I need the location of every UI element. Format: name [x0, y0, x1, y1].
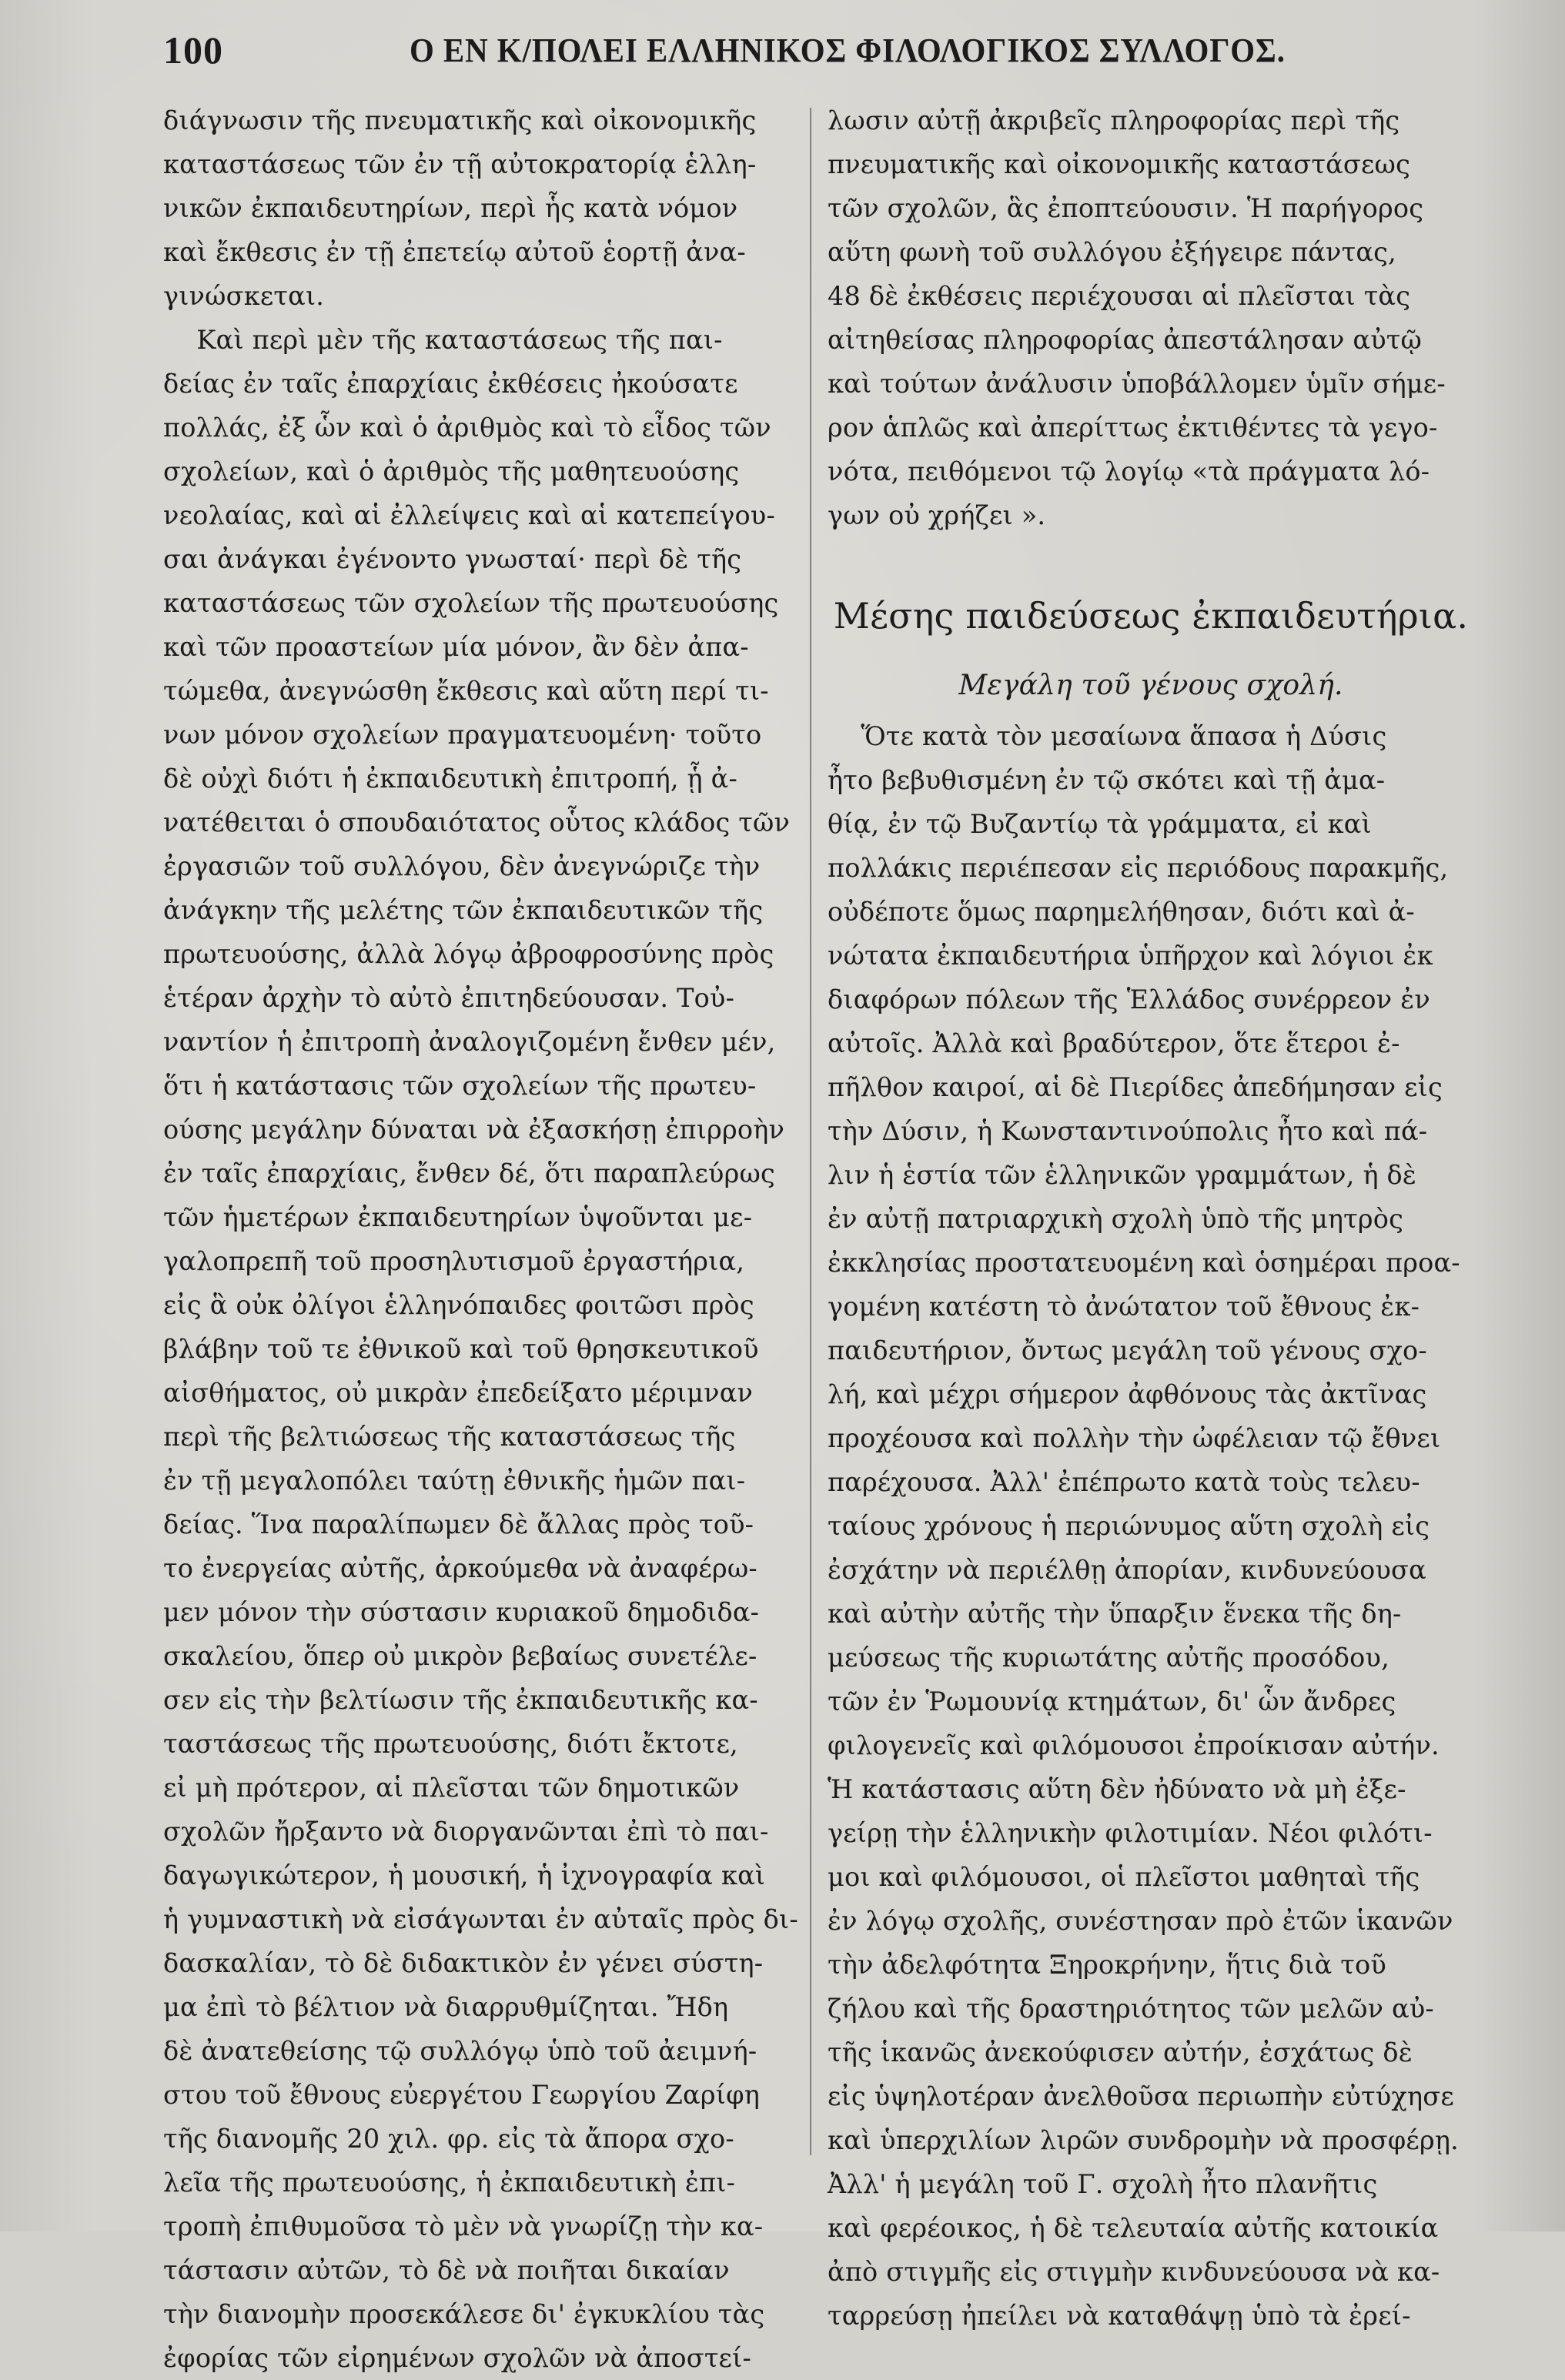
text-line: φιλογενεῖς καὶ φιλόμουσοι ἐπροίκισαν αὐτήν.: [828, 1730, 1440, 1760]
text-line: ἐκκλησίας προστατευομένη καὶ ὁσημέραι προα-: [828, 1248, 1460, 1278]
text-line: γων οὐ χρήζει ».: [828, 500, 1046, 530]
text-line: διαφόρων πόλεων τῆς Ἑλλάδος συνέρρεον ἐν: [828, 984, 1430, 1015]
text-line: καταστάσεως τῶν σχολείων τῆς πρωτευούσης: [163, 588, 779, 618]
page-number: 100: [163, 28, 223, 72]
text-line: ταίους χρόνους ἡ περιώνυμος αὕτη σχολὴ εἰς: [828, 1511, 1430, 1541]
text-line: σχολῶν ἤρξαντο νὰ διοργανῶνται ἐπὶ τὸ παι-: [163, 1817, 769, 1847]
text-line: τὴν ἀδελφότητα Ξηροκρήνην, ἥτις διὰ τοῦ: [828, 1950, 1386, 1980]
text-line: καὶ τούτων ἀνάλυσιν ὑποβάλλομεν ὑμῖν σήμε-: [828, 369, 1446, 399]
text-line: τῶν ἡμετέρων ἐκπαιδευτηρίων ὑψοῦνται με-: [163, 1202, 753, 1232]
text-line: δαγωγικώτερον, ἡ μουσική, ἡ ἰχνογραφία καὶ: [163, 1860, 766, 1890]
text-line: λή, καὶ μέχρι σήμερον ἀφθόνους τὰς ἀκτῖνας: [828, 1379, 1427, 1409]
right-column: [828, 99, 1474, 2338]
text-line: ἐσχάτην νὰ περιέλθῃ ἀπορίαν, κινδυνεύουσα: [828, 1555, 1426, 1585]
text-line: ζήλου καὶ τῆς δραστηριότητος τῶν μελῶν αὐ-: [828, 1994, 1434, 2024]
text-line: ἐν τῇ μεγαλοπόλει ταύτῃ ἐθνικῆς ἡμῶν παι-: [163, 1466, 746, 1496]
text-line: νότα, πειθόμενοι τῷ λογίῳ «τὰ πράγματα λό-: [828, 456, 1430, 486]
text-line: εἰς ἃ οὐκ ὀλίγοι ἑλληνόπαιδες φοιτῶσι πρὸς: [163, 1290, 754, 1320]
text-line: προχέουσα καὶ πολλὴν τὴν ὠφέλειαν τῷ ἔθνει: [828, 1423, 1441, 1453]
text-line: ὅτι ἡ κατάστασις τῶν σχολείων τῆς πρωτευ-: [163, 1071, 757, 1101]
text-line: ταστάσεως τῆς πρωτευούσης, διότι ἔκτοτε,: [163, 1729, 738, 1759]
text-line: ἑτέραν ἀρχὴν τὸ αὐτὸ ἐπιτηδεύουσαν. Τοὐ-: [163, 983, 735, 1013]
text-line: δείας. Ἵνα παραλίπωμεν δὲ ἄλλας πρὸς τοῦ-: [163, 1509, 754, 1539]
column-divider: [810, 108, 811, 2155]
text-line: Καὶ περὶ μὲν τῆς καταστάσεως τῆς παι-: [163, 325, 723, 355]
running-title: Ο ΕΝ Κ/ΠΟΛΕΙ ΕΛΛΗΝΙΚΟΣ ΦΙΛΟΛΟΓΙΚΟΣ ΣΥΛΛΟΓΟΣ.: [410, 32, 1286, 69]
text-line: πολλάς, ἐξ ὧν καὶ ὁ ἀριθμὸς καὶ τὸ εἶδος τῶν: [163, 413, 771, 443]
text-line: ρον ἁπλῶς καὶ ἀπερίττως ἐκτιθέντες τὰ γεγο-: [828, 413, 1438, 443]
text-line: τώμεθα, ἀνεγνώσθη ἔκθεσις καὶ αὕτη περί τι-: [163, 676, 769, 706]
text-line: αἰσθήματος, οὐ μικρὰν ἐπεδείξατο μέριμναν: [163, 1378, 754, 1408]
text-line: ἐν αὐτῇ πατριαρχικὴ σχολὴ ὑπὸ τῆς μητρὸς: [828, 1204, 1404, 1234]
text-line: εἰ μὴ πρότερον, αἱ πλεῖσται τῶν δημοτικῶν: [163, 1773, 740, 1803]
right-column-body: [828, 714, 1474, 2338]
text-line: πολλάκις περιέπεσαν εἰς περιόδους παρακμῆς,: [828, 853, 1449, 883]
text-line: μεν μόνον τὴν σύστασιν κυριακοῦ δημοδιδα-: [163, 1597, 760, 1627]
text-line: τῶν σχολῶν, ἃς ἐποπτεύουσιν. Ἡ παρήγορος: [828, 193, 1424, 223]
text-line: δείας ἐν ταῖς ἐπαρχίαις ἐκθέσεις ἠκούσατε: [163, 369, 738, 399]
text-line: 48 δὲ ἐκθέσεις περιέχουσαι αἱ πλεῖσται τὰς: [828, 281, 1411, 311]
text-line: ἀπὸ στιγμῆς εἰς στιγμὴν κινδυνεύουσα νὰ κα-: [828, 2257, 1440, 2287]
text-line: παρέχουσα. Ἀλλ' ἐπέπρωτο κατὰ τοὺς τελευ-: [828, 1467, 1420, 1497]
right-column-intro: [828, 99, 1474, 537]
text-line: νων μόνον σχολείων πραγματευομένη· τοῦτο: [163, 720, 762, 750]
text-line: νεολαίας, καὶ αἱ ἐλλείψεις καὶ αἱ κατεπείγου-: [163, 500, 775, 530]
section-heading: Μέσης παιδεύσεως ἐκπαιδευτήρια.: [833, 595, 1469, 637]
text-line: σαι ἀνάγκαι ἐγένοντο γνωσταί· περὶ δὲ τῆς: [163, 544, 742, 574]
text-line: λιν ἡ ἑστία τῶν ἑλληνικῶν γραμμάτων, ἡ δὲ: [828, 1160, 1417, 1190]
text-line: αὕτη φωνὴ τοῦ συλλόγου ἐξήγειρε πάντας,: [828, 237, 1396, 267]
text-line: δασκαλίαν, τὸ δὲ διδακτικὸν ἐν γένει σύστη-: [163, 1948, 764, 1978]
text-line: καὶ ὑπερχιλίων λιρῶν συνδρομὴν νὰ προσφέρῃ.: [828, 2125, 1459, 2155]
text-line: σκαλείου, ὅπερ οὐ μικρὸν βεβαίως συνετέλε-: [163, 1641, 757, 1671]
text-line: αἰτηθείσας πληροφορίας ἀπεστάλησαν αὐτῷ: [828, 325, 1423, 355]
text-line: οὐδέποτε ὅμως παρημελήθησαν, διότι καὶ ἀ-: [828, 897, 1415, 927]
text-line: βλάβην τοῦ τε ἐθνικοῦ καὶ τοῦ θρησκευτικοῦ: [163, 1334, 759, 1364]
text-line: ἐφορίας τῶν εἰρημένων σχολῶν νὰ ἀποστεί-: [163, 2343, 751, 2373]
text-line: μεύσεως τῆς κυριωτάτης αὐτῆς προσόδου,: [828, 1643, 1389, 1673]
text-line: γαλοπρεπῆ τοῦ προσηλυτισμοῦ ἐργαστήρια,: [163, 1246, 745, 1276]
text-line: αὐτοῖς. Ἀλλὰ καὶ βραδύτερον, ὅτε ἕτεροι ἐ-: [828, 1028, 1400, 1058]
text-line: νατέθειται ὁ σπουδαιότατος οὗτος κλάδος τῶν: [163, 807, 791, 837]
text-line: σχολείων, καὶ ὁ ἀριθμὸς τῆς μαθητευούσης: [163, 456, 740, 486]
section-subheading: Μεγάλη τοῦ γένους σχολή.: [958, 670, 1343, 701]
text-line: μοι καὶ φιλόμουσοι, οἱ πλεῖστοι μαθηταὶ τῆς: [828, 1862, 1420, 1892]
text-line: ναντίον ἡ ἐπιτροπὴ ἀναλογιζομένη ἔνθεν μέν,: [163, 1027, 776, 1057]
text-line: Ὅτε κατὰ τὸν μεσαίωνα ἅπασα ἡ Δύσις: [828, 721, 1387, 751]
text-line: θίᾳ, ἐν τῷ Βυζαντίῳ τὰ γράμματα, εἰ καὶ: [828, 809, 1372, 839]
text-line: ἐν ταῖς ἐπαρχίαις, ἔνθεν δέ, ὅτι παραπλεύρως: [163, 1158, 775, 1188]
text-line: σεν εἰς τὴν βελτίωσιν τῆς ἐκπαιδευτικῆς κα-: [163, 1685, 758, 1715]
text-line: καὶ φερέοικος, ἡ δὲ τελευταία αὐτῆς κατοικία: [828, 2213, 1439, 2243]
text-line: ἀνάγκην τῆς μελέτης τῶν ἐκπαιδευτικῶν τῆς: [163, 895, 764, 925]
text-line: ταρρεύσῃ ἠπείλει νὰ καταθάψῃ ὑπὸ τὰ ἐρεί-: [828, 2301, 1411, 2331]
text-line: εἰς ὑψηλοτέραν ἀνελθοῦσα περιωπὴν εὐτύχησε: [828, 2081, 1454, 2111]
text-line: Ἡ κατάστασις αὕτη δὲν ἠδύνατο νὰ μὴ ἐξε-: [828, 1774, 1406, 1804]
text-line: ούσης μεγάλην δύναται νὰ ἐξασκήσῃ ἐπιρροὴν: [163, 1115, 785, 1145]
text-line: το ἐνεργείας αὐτῆς, ἀρκούμεθα νὰ ἀναφέρω-: [163, 1553, 757, 1583]
text-line: τὴν Δύσιν, ἡ Κωνσταντινούπολις ἦτο καὶ πά-: [828, 1116, 1428, 1146]
text-line: γείρῃ τὴν ἑλληνικὴν φιλοτιμίαν. Νέοι φιλότι-: [828, 1818, 1433, 1848]
text-line: νικῶν ἐκπαιδευτηρίων, περὶ ἧς κατὰ νόμον: [163, 193, 738, 223]
text-line: Ἀλλ' ἡ μεγάλη τοῦ Γ. σχολὴ ἦτο πλανῆτις: [828, 2169, 1378, 2199]
text-line: στου τοῦ ἔθνους εὐεργέτου Γεωργίου Ζαρίφη: [163, 2080, 761, 2110]
text-line: πνευματικῆς καὶ οἰκονομικῆς καταστάσεως: [828, 149, 1411, 179]
text-line: λεῖα τῆς πρωτευούσης, ἡ ἐκπαιδευτικὴ ἐπι-: [163, 2168, 736, 2198]
text-line: τῆς ἱκανῶς ἀνεκούφισεν αὐτήν, ἐσχάτως δὲ: [828, 2037, 1413, 2067]
text-line: παιδευτήριον, ὄντως μεγάλη τοῦ γένους σχο-: [828, 1335, 1427, 1365]
text-line: ἦτο βεβυθισμένη ἐν τῷ σκότει καὶ τῇ ἀμα-: [828, 765, 1386, 795]
text-line: καὶ τῶν προαστείων μία μόνον, ἂν δὲν ἀπα-: [163, 632, 749, 662]
text-line: πῆλθον καιροί, αἱ δὲ Πιερίδες ἀπεδήμησαν εἰς: [828, 1072, 1443, 1102]
text-line: γινώσκεται.: [163, 281, 325, 311]
text-line: δὲ οὐχὶ διότι ἡ ἐκπαιδευτικὴ ἐπιτροπή, ᾗ ἀ-: [163, 764, 737, 794]
text-line: τῆς διανομῆς 20 χιλ. φρ. εἰς τὰ ἄπορα σχο-: [163, 2124, 734, 2154]
text-line: γομένη κατέστη τὸ ἀνώτατον τοῦ ἔθνους ἐκ-: [828, 1292, 1420, 1322]
page-header: [163, 23, 1472, 77]
text-line: τὴν διανομὴν προσεκάλεσε δι' ἐγκυκλίου τὰς: [163, 2299, 765, 2329]
text-line: τῶν ἐν Ῥωμουνίᾳ κτημάτων, δι' ὧν ἄνδρες: [828, 1686, 1396, 1716]
text-line: τροπὴ ἐπιθυμοῦσα τὸ μὲν νὰ γνωρίζῃ τὴν κα-: [163, 2211, 764, 2241]
text-line: ἐν λόγῳ σχολῆς, συνέστησαν πρὸ ἐτῶν ἱκανῶν: [828, 1906, 1453, 1936]
left-column: [163, 99, 798, 2380]
text-line: ἡ γυμναστικὴ νὰ εἰσάγωνται ἐν αὐταῖς πρὸς δι-: [163, 1904, 798, 1934]
text-line: δὲ ἀνατεθείσης τῷ συλλόγῳ ὑπὸ τοῦ ἀειμνή-: [163, 2036, 757, 2066]
text-line: μα ἐπὶ τὸ βέλτιον νὰ διαρρυθμίζηται. Ἤδη: [163, 1992, 729, 2022]
text-line: περὶ τῆς βελτιώσεως τῆς καταστάσεως τῆς: [163, 1422, 736, 1452]
text-line: καὶ αὐτὴν αὐτῆς τὴν ὕπαρξιν ἕνεκα τῆς δη-: [828, 1599, 1402, 1629]
text-line: λωσιν αὐτῇ ἀκριβεῖς πληροφορίας περὶ τῆς: [828, 105, 1400, 135]
text-line: πρωτευούσης, ἀλλὰ λόγῳ ἀβροφροσύνης πρὸς: [163, 939, 774, 969]
text-line: τάστασιν αὐτῶν, τὸ δὲ νὰ ποιῆται δικαίαν: [163, 2255, 730, 2285]
text-line: καταστάσεως τῶν ἐν τῇ αὐτοκρατορίᾳ ἑλλη-: [163, 149, 757, 179]
text-line: νώτατα ἐκπαιδευτήρια ὑπῆρχον καὶ λόγιοι ἐκ: [828, 941, 1433, 971]
text-line: καὶ ἔκθεσις ἐν τῇ ἐπετείῳ αὐτοῦ ἑορτῇ ἀνα-: [163, 237, 746, 267]
text-line: διάγνωσιν τῆς πνευματικῆς καὶ οἰκονομικῆς: [163, 105, 757, 135]
text-line: ἐργασιῶν τοῦ συλλόγου, δὲν ἀνεγνώριζε τὴν: [163, 851, 761, 881]
